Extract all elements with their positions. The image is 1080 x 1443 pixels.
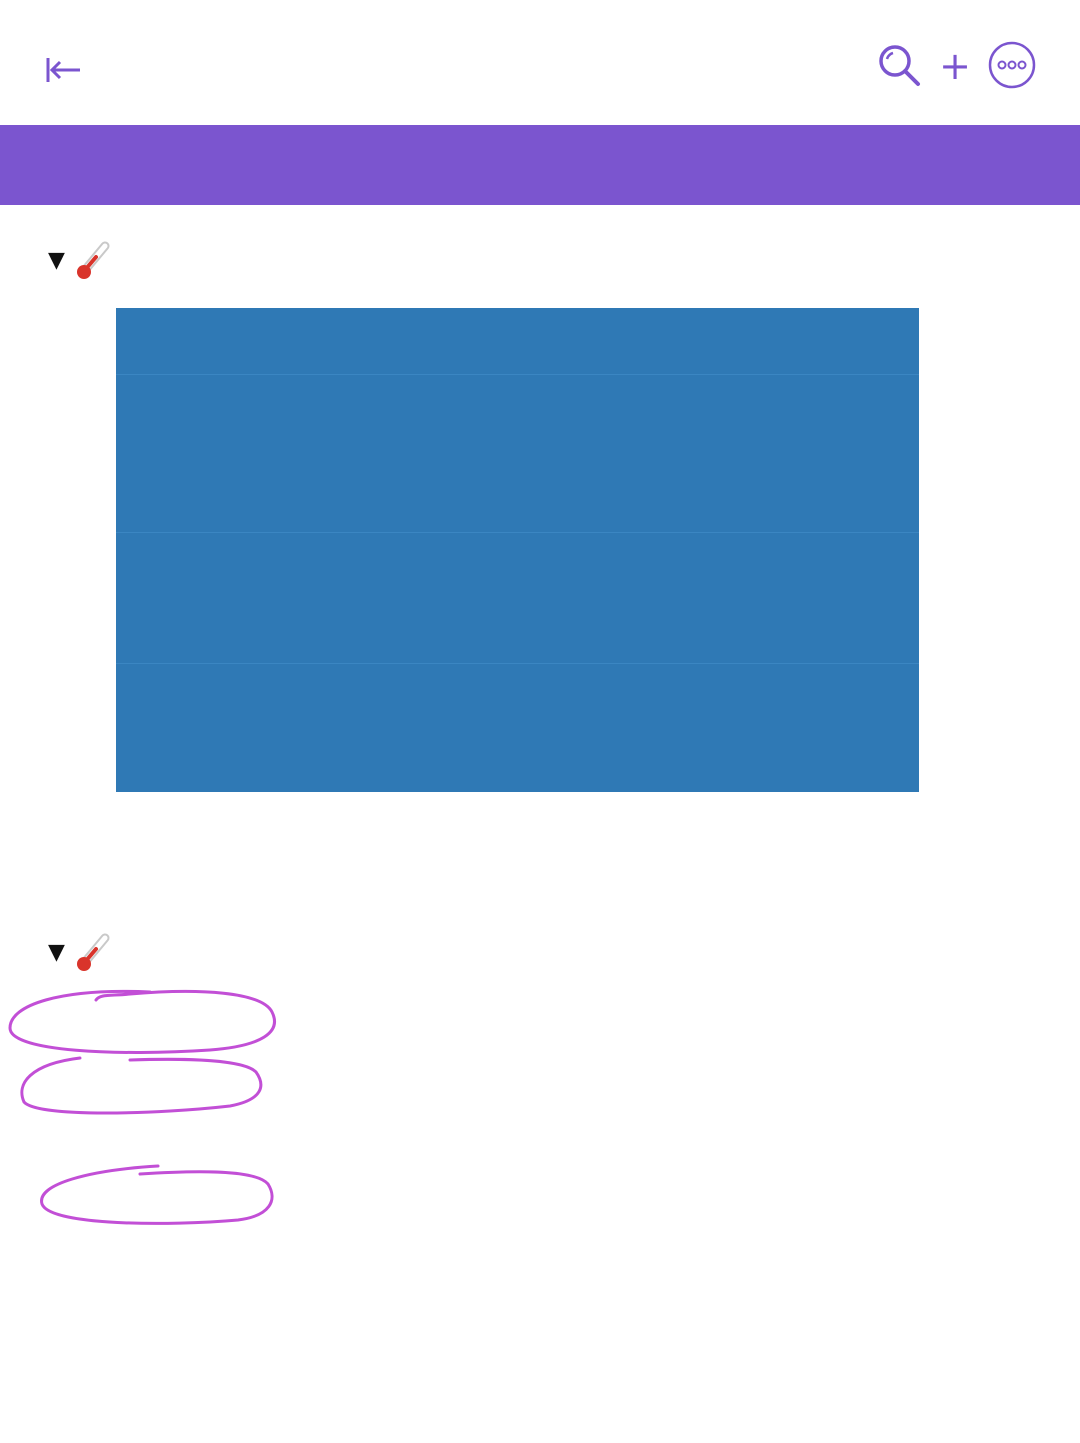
hand-drawn-circle [10,1050,270,1120]
more-options-icon[interactable] [987,40,1037,90]
back-to-start-icon[interactable] [44,50,84,90]
top-bar [0,0,1080,125]
hand-drawn-circle [0,980,290,1060]
add-icon[interactable]: + [939,44,971,88]
section-heading-temperature[interactable] [48,232,118,288]
title-banner [0,125,1080,205]
thermometer-icon [74,238,114,282]
section-heading-clothing[interactable] [48,924,118,980]
weather-calendar [116,308,919,792]
collapse-triangle-icon[interactable]: ▼ [48,939,65,965]
hand-drawn-circle [30,1160,280,1232]
thermometer-icon [74,930,114,974]
weather-week-row [116,663,919,793]
weather-header-row [116,308,919,374]
search-icon[interactable] [876,42,922,88]
weather-week-row [116,532,919,663]
collapse-triangle-icon[interactable]: ▼ [48,247,65,273]
weather-week-row [116,374,919,532]
